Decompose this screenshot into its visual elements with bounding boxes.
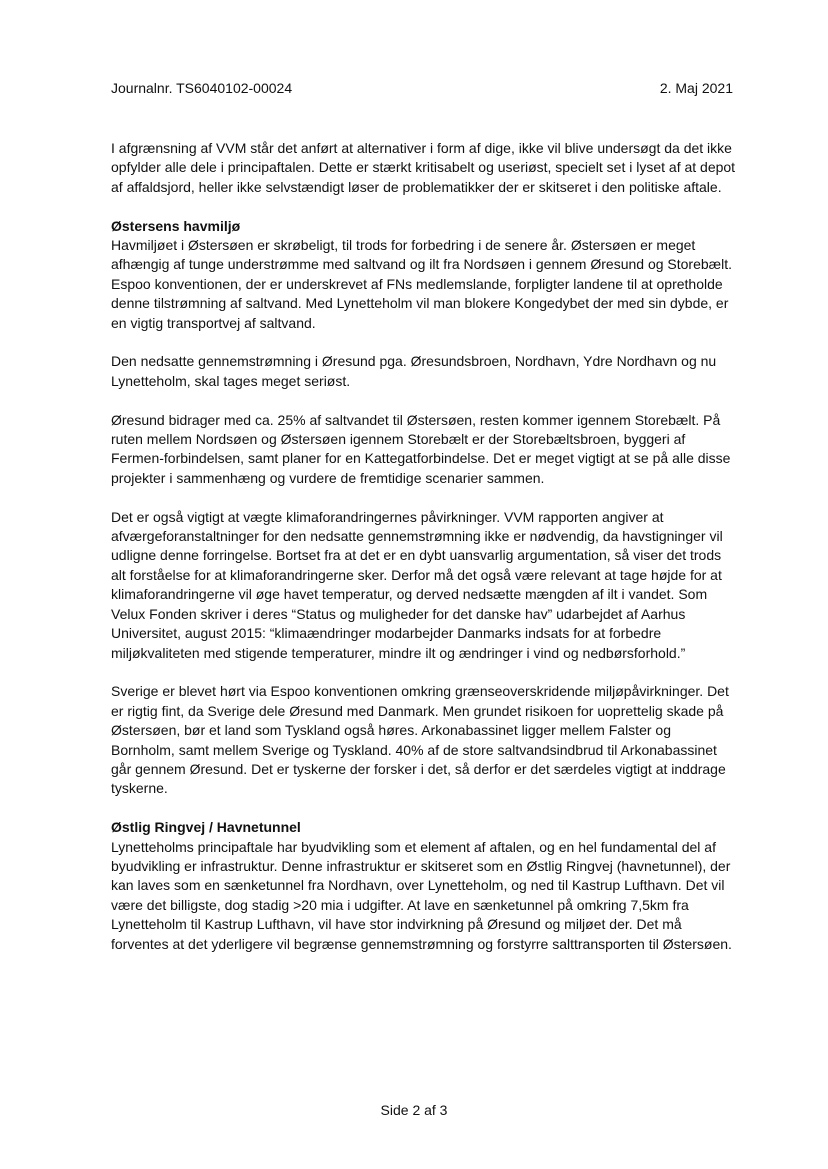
paragraph: Havmiljøet i Østersøen er skrøbeligt, til trods for forbedring i de senere år. Østersøen er meget afhængig af tunge understrømme med saltvand og ilt fra Nordsøen i gennem Øresund og Storebælt. Espoo konventionen, der er underskrevet af FNs medlemslande, forpligter landene til at opretholde denne tilstrømning af saltvand. Med Lynetteholm vil man blokere Kongedybet der med sin dybde, er en vigtig transportvej af saltvand. [111,237,732,331]
page-number: Side 2 af 3 [380,1102,448,1118]
paragraph: Den nedsatte gennemstrømning i Øresund pga. Øresundsbroen, Nordhavn, Ydre Nordhavn og nu Lynetteholm, skal tages meget seriøst. [111,353,717,389]
paragraph: Øresund bidrager med ca. 25% af saltvandet til Østersøen, resten kommer igennem Storebælt. På ruten mellem Nordsøen og Østersøen igennem Storebælt er der Storebæltsbroen, byggeri af Fermen-forbindelsen, samt planer for en Kattegatforbindelse. Det er meget vigtigt at se på alle disse projekter i sammenhæng og vurdere de fremtidige scenarier sammen. [111,411,731,486]
document-date: 2. Maj 2021 [659,80,733,96]
page-header [111,79,733,97]
paragraph: Lynetteholms principaftale har byudvikling som et element af aftalen, og en hel fundamental del af byudvikling er infrastruktur. Denne infrastruktur er skitseret som en Østlig Ringvej (havnetunnel), der kan laves som en sænketunnel fra Nordhavn, over Lynetteholm, og ned til Kastrup Lufthavn. Det vil være det billigste, dog stadig >20 mia i udgifter. At lave en sænketunnel på omkring 7,5km fra Lynetteholm til Kastrup Lufthavn, vil have stor indvirkning på Øresund og miljøet der. Det må forventes at det yderligere vil begrænse gennemstrømning og forstyrre salttransporten til Østersøen. [111,838,732,952]
section-heading-ostersens-havmiljo: Østersens havmiljø [111,217,241,234]
section-heading-ostlig-ringvej: Østlig Ringvej / Havnetunnel [111,819,301,836]
paragraph: Det er også vigtigt at vægte klimaforandringernes påvirkninger. VVM rapporten angiver at afværgeforanstaltninger for den nedsatte gennemstrømning ikke er nødvendig, da havstigninger vil udligne denne forringelse. Bortset fra at det er en dybt uansvarlig argumentation, så viser det trods alt forståelse for at klimaforandringerne sker. Derfor må det også være relevant at tage højde for at klimaforandringerne vil øge havet temperatur, og derved nedsætte mængden af ilt i vandet. Som Velux Fonden skriver i deres “Status og muligheder for det danske hav” udarbejdet af Aarhus Universitet, august 2015: “klimaændringer modarbejder Danmarks indsats for at forbedre miljøkvaliteten med stigende temperaturer, mindre ilt og ændringer i vind og nedbørsforhold.” [111,508,723,661]
page-footer [0,1101,828,1119]
intro-paragraph: I afgrænsning af VVM står det anført at alternativer i form af dige, ikke vil blive undersøgt da det ikke opfylder alle dele i principaftalen. Dette er stærkt kritisabelt og useriøst, specielt set i lyset af at depot af affaldsjord, heller ikke selvstændigt løser de problematikker der er skitseret i den politiske aftale. [111,140,736,195]
document-body [111,139,738,973]
journal-number: Journalnr. TS6040102-00024 [111,80,293,96]
paragraph: Sverige er blevet hørt via Espoo konventionen omkring grænseoverskridende miljøpåvirkninger. Det er rigtig fint, da Sverige dele Øresund med Danmark. Men grundet risikoen for uoprettelig skade på Østersøen, bør et land som Tyskland også høres. Arkonabassinet ligger mellem Falster og Bornholm, samt mellem Sverige og Tyskland. 40% af de store saltvandsindbrud til Arkonabassinet går gennem Øresund. Det er tyskerne der forsker i det, så derfor er det særdeles vigtigt at inddrage tyskerne. [111,683,729,797]
